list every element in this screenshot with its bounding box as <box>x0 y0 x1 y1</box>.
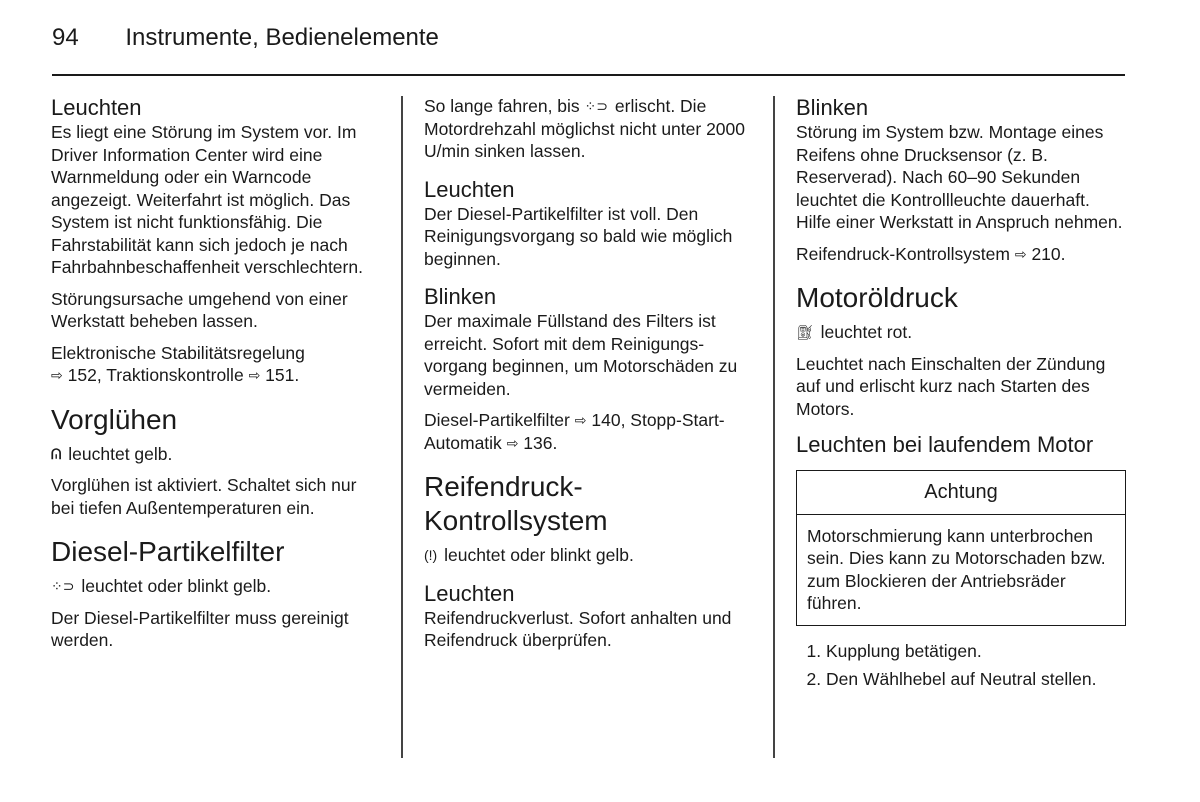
paragraph: Leuchtet nach Einschalten der Zündung auf und erlischt kurz nach Starten des Motors. <box>796 353 1106 419</box>
paragraph: Reifendruckverlust. Sofort anhalten und Reifendruck überprüfen. <box>424 607 732 650</box>
status-line: ⁘⊃ leuchtet oder blinkt gelb. <box>51 576 272 596</box>
reference-paragraph: Elektronische Stabilitätsregelung ⇨ 152, Traktionskontrolle ⇨ 151. <box>51 342 305 385</box>
column-divider-2 <box>773 96 775 758</box>
paragraph: Vorglühen ist aktiviert. Schaltet sich nur bei tiefen Außentemperaturen ein. <box>51 475 357 518</box>
oil-pressure-icon: ⛽︎ <box>796 324 814 340</box>
heading-leuchten: Leuchten <box>51 95 142 120</box>
glow-plug-icon: ᕬ <box>51 445 62 462</box>
reference-arrow-icon: ⇨ <box>506 434 519 451</box>
paragraph: So lange fahren, bis ⁘⊃ erlischt. Die Motordrehzahl möglichst nicht unter 2000 U/min sinken lassen. <box>424 96 746 161</box>
heading-blinken: Blinken <box>796 95 869 120</box>
page-header <box>52 24 439 52</box>
paragraph: Störungsursache umgehend von einer Werkstatt beheben lassen. <box>51 288 348 331</box>
page-link[interactable]: 140 <box>591 410 621 430</box>
reference-arrow-icon: ⇨ <box>1014 245 1027 262</box>
heading-leuchten: Leuchten <box>424 176 515 202</box>
diesel-particulate-filter-icon: ⁘⊃ <box>51 578 75 594</box>
status-line: ᕬ leuchtet gelb. <box>51 443 173 464</box>
paragraph: Der maximale Füllstand des Filters ist erreicht. Sofort mit dem Reinigungsvorgang beginnen, um Motorschäden zu vermeiden. <box>424 311 738 399</box>
diesel-particulate-filter-icon: ⁘⊃ <box>584 98 609 114</box>
reference-arrow-icon: ⇨ <box>51 367 63 383</box>
page-link[interactable]: 210 <box>1031 243 1061 264</box>
warning-text: Motorschmierung kann unterbrochen sein. Dies kann zu Motorschaden bzw. zum Blockieren der Antriebsräder führen. <box>807 525 1106 613</box>
reference-paragraph: Reifendruck-Kontrollsystem ⇨ 210. <box>796 243 1066 264</box>
reference-arrow-icon: ⇨ <box>574 412 587 428</box>
tire-pressure-icon: (!) <box>424 547 438 563</box>
warning-box <box>796 470 1126 626</box>
warning-title: Achtung <box>797 471 1125 515</box>
heading-blinken: Blinken <box>424 284 497 309</box>
heading-laufender-motor: Leuchten bei laufendem Motor <box>796 432 1094 457</box>
column-3 <box>796 95 1126 697</box>
heading-motoroeldruck: Motoröldruck <box>796 282 958 313</box>
column-1 <box>51 95 383 661</box>
page-link[interactable]: 136 <box>523 432 553 453</box>
reference-arrow-icon: ⇨ <box>248 367 261 383</box>
heading-dpf: Diesel-Partikelfilter <box>51 536 285 567</box>
list-item: 1. Kupplung betätigen. <box>826 640 1126 663</box>
page-number: 94 <box>52 24 79 51</box>
header-rule <box>52 74 1125 76</box>
heading-reifendruck: Reifendruck-Kontrollsystem <box>424 471 608 536</box>
paragraph: Der Diesel-Partikelfilter ist voll. Den Reinigungsvorgang so bald wie möglich beginnen. <box>424 203 733 269</box>
paragraph: Störung im System bzw. Montage eines Reifens ohne Drucksensor (z. B. Reserverad). Nach 60–90 Sekunden leuchtet die Kontrollleuchte dauerhaft. Hilfe einer Werkstatt in Anspruch nehmen. <box>796 122 1123 232</box>
status-line: ⛽︎ leuchtet rot. <box>796 322 913 342</box>
list-item: 2. Den Wählhebel auf Neutral stellen. <box>826 668 1126 691</box>
page-title: Instrumente, Bedienelemente <box>125 24 439 51</box>
page-link[interactable]: 152 <box>67 365 97 385</box>
paragraph: Der Diesel-Partikelfilter muss gereinigt werden. <box>51 607 349 650</box>
column-divider-1 <box>401 96 403 758</box>
steps-list <box>796 640 1126 691</box>
heading-vorgluehen: Vorglühen <box>51 403 178 435</box>
paragraph: Es liegt eine Störung im System vor. Im Driver Information Center wird eine Warnmeldung oder ein Warncode angezeigt. Weiterfahrt ist möglich. Das System ist nicht funktionsfähig. Die Fahrstabilität kann sich jedoch je nach Fahrbahnbeschaffenheit verschlechtern. <box>51 122 363 277</box>
page-link[interactable]: 151 <box>265 365 295 385</box>
column-2 <box>424 95 756 661</box>
status-line: (!) leuchtet oder blinkt gelb. <box>424 545 634 565</box>
heading-leuchten: Leuchten <box>424 580 515 606</box>
reference-paragraph: Diesel-Partikelfilter ⇨ 140, Stopp-Start-Automatik ⇨ 136. <box>424 410 725 453</box>
